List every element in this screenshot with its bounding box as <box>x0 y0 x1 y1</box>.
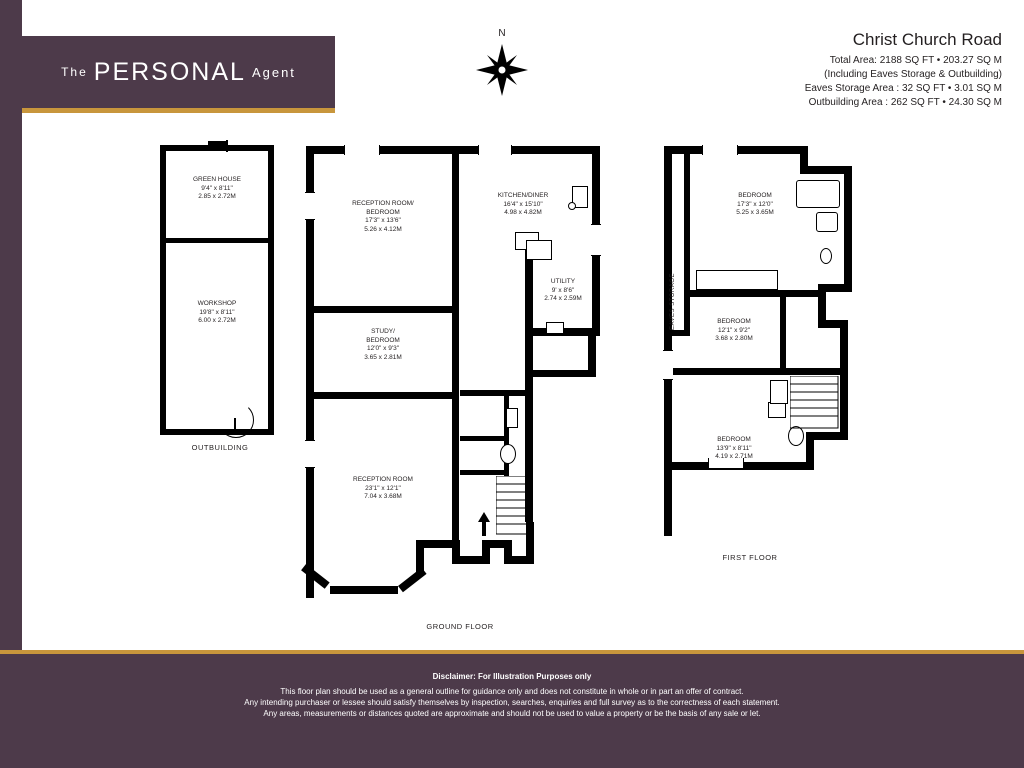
kitchen-diner-metric: 4.98 x 4.82M <box>504 209 542 216</box>
bedroom-3-imperial: 13'9" x 8'11" <box>716 444 752 452</box>
bedroom-1-imperial: 17'3" x 12'0" <box>737 200 773 208</box>
green-house-imperial: 9'4" x 8'11" <box>201 184 233 192</box>
utility-unit-icon <box>546 322 564 334</box>
eaves-storage-label: EAVES STORAGE <box>670 273 676 330</box>
outbuilding-wall-bottom <box>160 429 274 435</box>
ground-wall-bay-bottom <box>330 586 398 594</box>
study-bedroom-name1: STUDY/ <box>371 328 395 335</box>
wardrobe-row-icon <box>696 270 778 290</box>
room-label-reception-bedroom <box>328 200 438 234</box>
ground-wall-bath-bottom <box>460 470 508 475</box>
first-wall-bed1-bottom <box>684 290 824 297</box>
caption-ground-floor: GROUND FLOOR <box>426 622 494 631</box>
bedroom-3-name: BEDROOM <box>717 436 751 443</box>
utility-name: UTILITY <box>550 278 576 285</box>
outbuilding-wall-left <box>160 145 166 435</box>
caption-outbuilding: OUTBUILDING <box>191 443 249 452</box>
green-house-name: GREEN HOUSE <box>192 176 242 183</box>
kitchen-hob-icon <box>526 240 552 260</box>
first-floor-plan <box>640 140 880 550</box>
room-label-bedroom-2 <box>684 318 784 344</box>
outbuilding-plan <box>160 140 280 460</box>
first-wall-left <box>664 146 672 536</box>
window-top-2 <box>478 145 512 155</box>
property-header <box>582 30 1002 110</box>
ground-wall-utility-bottom <box>532 370 596 377</box>
staircase-icon <box>496 476 530 536</box>
brand-logo-text <box>22 36 335 108</box>
ensuite-basin-icon <box>768 402 786 418</box>
disclaimer-title: Disclaimer: For Illustration Purposes only <box>432 672 592 681</box>
ground-floor-plan <box>300 140 610 630</box>
first-window-top <box>702 145 738 155</box>
ground-wall-top-left <box>306 146 458 154</box>
outbuilding-area: Outbuilding Area : 262 SQ FT • 24.30 SQ M <box>808 97 1002 108</box>
bedroom-2-imperial: 12'1" x 9'2" <box>717 326 751 334</box>
study-bedroom-imperial: 12'0" x 9'3" <box>366 345 400 352</box>
room-label-reception-room <box>328 476 438 502</box>
room-label-green-house <box>167 176 267 202</box>
caption-first-floor: FIRST FLOOR <box>722 553 778 562</box>
shower-tray-icon <box>816 212 838 232</box>
reception-room-name: RECEPTION ROOM <box>353 476 413 483</box>
kitchen-diner-name: KITCHEN/DINER <box>497 192 549 199</box>
utility-metric: 2.74 x 2.59M <box>544 295 582 302</box>
bedroom-2-name: BEDROOM <box>717 318 751 325</box>
brand-logo-block <box>22 36 335 108</box>
window-left-1 <box>305 192 315 220</box>
reception-room-imperial: 23'1" x 12'1" <box>365 484 401 492</box>
cupboard-icon <box>770 380 788 404</box>
bedroom-3-metric: 4.19 x 2.71M <box>715 453 753 460</box>
reception-bedroom-name1: RECEPTION ROOM/ <box>352 200 414 207</box>
study-bedroom-name2: BEDROOM <box>366 336 400 344</box>
window-right-1 <box>591 224 601 256</box>
reception-bedroom-metric: 5.26 x 4.12M <box>364 225 402 233</box>
ground-wall-recep1-bottom <box>306 306 458 313</box>
ground-wall-utility-right <box>588 328 596 376</box>
reception-bedroom-name2: BEDROOM <box>366 208 400 216</box>
utility-imperial: 9' x 8'6" <box>551 286 575 294</box>
workshop-imperial: 19'8" x 8'11" <box>199 308 235 316</box>
ground-wall-left-hall-upper <box>452 146 459 314</box>
window-left-2 <box>305 440 315 468</box>
window-top-1 <box>344 145 380 155</box>
room-label-bedroom-3 <box>684 436 784 462</box>
workshop-metric: 6.00 x 2.72M <box>198 317 236 324</box>
study-bedroom-metric: 3.65 x 2.81M <box>364 353 402 361</box>
bathroom-wc-icon <box>500 444 516 464</box>
first-wall-right-upper <box>844 166 852 290</box>
ground-wall-porch-bottom-left <box>452 556 484 564</box>
entrance-arrow-icon <box>476 512 494 538</box>
page-title: Christ Church Road <box>852 30 1002 49</box>
green-house-metric: 2.85 x 2.72M <box>198 193 236 200</box>
total-area: Total Area: 2188 SQ FT • 203.27 SQ M <box>829 55 1002 66</box>
first-wall-bed2-bottom <box>664 368 846 375</box>
kitchen-diner-imperial: 16'4" x 15'10" <box>503 200 543 208</box>
disclaimer-block <box>0 654 1024 768</box>
compass-rose <box>470 28 534 100</box>
wc-icon <box>820 248 832 264</box>
ground-wall-study-bottom <box>306 392 458 399</box>
room-label-workshop <box>167 300 267 326</box>
brand-gold-underline <box>22 108 335 113</box>
total-area-note: (Including Eaves Storage & Outbuilding) <box>824 69 1002 80</box>
disclaimer-line-1: This floor plan should be used as a general outline for guidance only and does not constitute in whole or in part an offer of contract. <box>280 687 744 696</box>
brand-personal: PERSONAL <box>93 57 246 86</box>
first-wall-eaves-right <box>684 146 690 336</box>
eaves-storage-area: Eaves Storage Area : 32 SQ FT • 3.01 SQ M <box>804 83 1002 94</box>
bathroom-basin-icon <box>506 408 518 428</box>
brand-the: The <box>61 65 88 79</box>
outbuilding-divider-wall <box>160 238 274 243</box>
compass-icon <box>470 40 534 100</box>
bedroom-1-name: BEDROOM <box>738 192 772 199</box>
workshop-name: WORKSHOP <box>197 300 237 307</box>
room-label-kitchen-diner <box>468 192 578 218</box>
ground-wall-left-hall-lower <box>452 396 459 542</box>
bedroom-1-metric: 5.25 x 3.65M <box>736 209 774 216</box>
ground-wall-bath-mid <box>460 436 508 441</box>
ground-wall-bath-top <box>460 390 526 396</box>
first-window-left <box>663 350 673 380</box>
reception-bedroom-imperial: 17'3" x 13'6" <box>365 217 401 224</box>
room-label-utility <box>528 278 598 304</box>
first-staircase-icon <box>790 376 840 430</box>
outbuilding-top-door <box>208 141 228 146</box>
compass-north-label: N <box>498 28 506 39</box>
brand-agent: Agent <box>251 64 296 80</box>
disclaimer-line-3: Any areas, measurements or distances quoted are approximate and should not be used to value a property or be the basis of any sale or let. <box>263 709 761 718</box>
ground-wall-left-hall-mid <box>452 312 459 398</box>
disclaimer-line-2: Any intending purchaser or lessee should satisfy themselves by inspection, searches, enquiries and full survey as to the correctness of each statement. <box>244 698 780 707</box>
outbuilding-top-door-leaf <box>226 140 228 152</box>
first-wall-right-lower <box>840 320 848 440</box>
bedroom-2-metric: 3.68 x 2.80M <box>715 335 753 342</box>
outbuilding-wall-right <box>268 145 274 435</box>
reception-room-metric: 7.04 x 3.68M <box>364 493 402 500</box>
outbuilding-door-swing <box>218 402 254 438</box>
room-label-bedroom-1 <box>700 192 810 218</box>
room-label-study-bedroom <box>328 328 438 362</box>
